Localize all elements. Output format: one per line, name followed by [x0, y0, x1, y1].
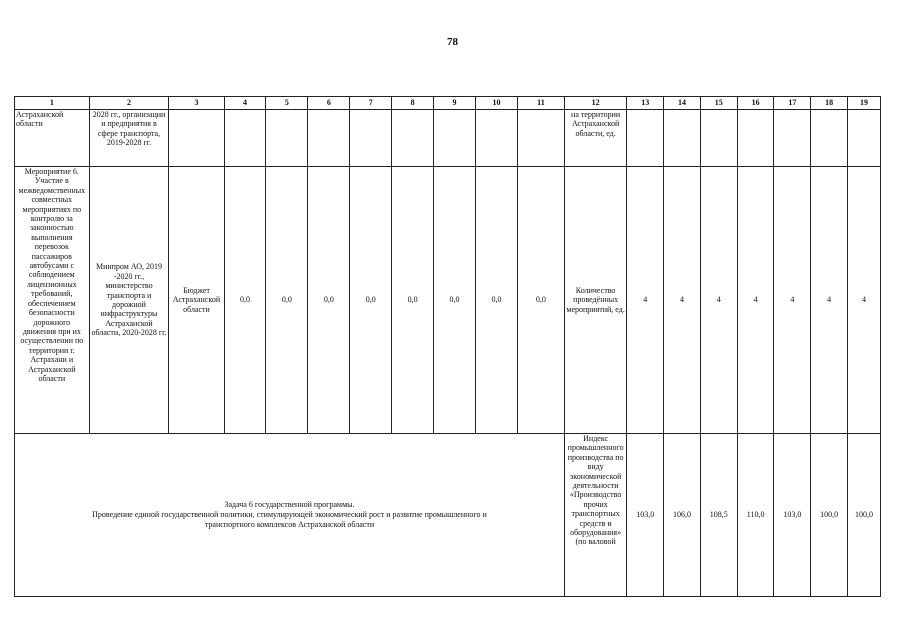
target-cell: 4 — [774, 167, 811, 434]
target-cell: 4 — [700, 167, 737, 434]
col-header: 19 — [848, 97, 881, 110]
target-cell: 100,0 — [811, 434, 848, 597]
empty-cell — [308, 110, 350, 167]
task-title: Задача 6 государственной программы. — [224, 500, 355, 509]
value-cell: 0,0 — [308, 167, 350, 434]
value-cell: 0,0 — [392, 167, 434, 434]
col-header: 1 — [15, 97, 90, 110]
indicator-cell: Количество проведённых мероприятий, ед. — [564, 167, 626, 434]
value-cell: 0,0 — [517, 167, 564, 434]
empty-cell — [224, 110, 266, 167]
value-cell: 0,0 — [224, 167, 266, 434]
page-number: 78 — [447, 36, 458, 48]
col-header: 10 — [476, 97, 518, 110]
empty-cell — [700, 110, 737, 167]
empty-cell — [517, 110, 564, 167]
table-row — [15, 110, 881, 167]
program-table — [14, 96, 881, 597]
value-cell: 0,0 — [434, 167, 476, 434]
target-cell: 4 — [664, 167, 701, 434]
col-header: 9 — [434, 97, 476, 110]
indicator-cell: Индекс промышленного производства по виду экономической деятельности «Производство прочих транспортных средств и оборудования» (по валовой — [564, 434, 626, 597]
value-cell: 0,0 — [476, 167, 518, 434]
target-cell: 4 — [848, 167, 881, 434]
target-cell: 103,0 — [774, 434, 811, 597]
col-header: 2 — [89, 97, 169, 110]
table-row — [15, 167, 881, 434]
value-cell: 0,0 — [266, 167, 308, 434]
table-row — [15, 434, 881, 597]
empty-cell — [811, 110, 848, 167]
task-description-line: транспортного комплексов Астраханской области — [204, 520, 375, 529]
header-row — [15, 97, 881, 110]
indicator-cell: на территории Астраханской области, ед. — [564, 110, 626, 167]
measure-cell: Мероприятие 6. Участие в межведомственных совместных мероприятиях по контролю за законностью выполнения перевозок пассажиров автобусами с соблюдением лицензионных требований, обеспечением безопасности дорожного движения при их осуществлении по территории г. Астрахани и Астраханской области — [15, 167, 90, 434]
col-header: 11 — [517, 97, 564, 110]
empty-cell — [774, 110, 811, 167]
col-header: 18 — [811, 97, 848, 110]
col-header: 12 — [564, 97, 626, 110]
responsible-cell: Астраханской области — [15, 110, 90, 167]
col-header: 14 — [664, 97, 701, 110]
target-cell: 110,0 — [737, 434, 774, 597]
value-cell: 0,0 — [350, 167, 392, 434]
target-cell: 4 — [811, 167, 848, 434]
empty-cell — [737, 110, 774, 167]
empty-cell — [392, 110, 434, 167]
target-cell: 4 — [627, 167, 664, 434]
empty-cell — [627, 110, 664, 167]
empty-cell — [848, 110, 881, 167]
target-cell: 103,0 — [627, 434, 664, 597]
col-header: 17 — [774, 97, 811, 110]
col-header: 13 — [627, 97, 664, 110]
col-header: 4 — [224, 97, 266, 110]
empty-cell — [664, 110, 701, 167]
empty-cell — [169, 110, 224, 167]
target-cell: 108,5 — [700, 434, 737, 597]
empty-cell — [350, 110, 392, 167]
col-header: 6 — [308, 97, 350, 110]
executor-cell: 2028 гг., организации и предприятия в сфере транспорта, 2019-2028 гг. — [89, 110, 169, 167]
funding-source-cell: Бюджет Астраханской области — [169, 167, 224, 434]
target-cell: 100,0 — [848, 434, 881, 597]
executor-cell: Минпром АО, 2019 -2020 гг., министерство транспорта и дорожной инфраструктуры Астраханской области, 2020-2028 гг. — [89, 167, 169, 434]
col-header: 3 — [169, 97, 224, 110]
task-cell — [15, 434, 565, 597]
empty-cell — [266, 110, 308, 167]
col-header: 8 — [392, 97, 434, 110]
col-header: 15 — [700, 97, 737, 110]
target-cell: 4 — [737, 167, 774, 434]
task-description-line: Проведение единой государственной политики, стимулирующей экономический рост и развитие промышленного и — [92, 510, 487, 519]
col-header: 7 — [350, 97, 392, 110]
col-header: 5 — [266, 97, 308, 110]
col-header: 16 — [737, 97, 774, 110]
empty-cell — [434, 110, 476, 167]
target-cell: 106,0 — [664, 434, 701, 597]
empty-cell — [476, 110, 518, 167]
